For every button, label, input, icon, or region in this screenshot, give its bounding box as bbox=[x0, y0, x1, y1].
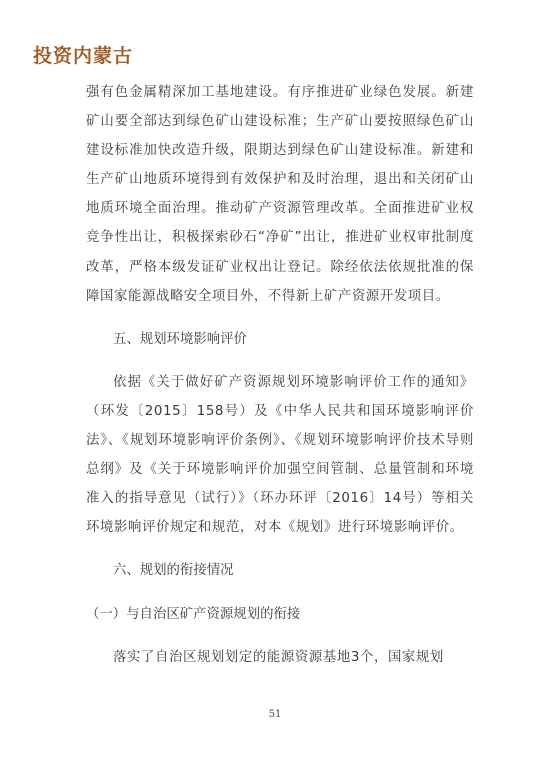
paragraph-regional-coordination: 落实了自治区规划划定的能源资源基地3个，国家规划 bbox=[113, 649, 444, 665]
document-body bbox=[86, 78, 474, 672]
paragraph-mining-development: 强有色金属精深加工基地建设。有序推进矿业绿色发展。新建矿山要全部达到绿色矿山建设标准；生产矿山要按照绿色矿山建设标准加快改造升级，限期达到绿色矿山建设标准。新建和生产矿山地质环境得到有效保护和及时治理，退出和关闭矿山地质环境全面治理。推动矿产资源管理改革。全面推进矿业权竞争性出让，积极探索砂石“净矿”出让，推进矿业权审批制度改革，严格本级发证矿业权出让登记。除经依法依规批准的保障国家能源战略安全项目外，不得新上矿产资源开发项目。 bbox=[86, 85, 474, 304]
paragraph-environmental-assessment: 依据《关于做好矿产资源规划环境影响评价工作的通知》（环发〔2015〕158号）及《中华人民共和国环境影响评价法》、《规划环境影响评价条例》、《规划环境影响评价技术导则总纲》及《关于环境影响评价加强空间管制、总量管制和环境准入的指导意见（试行）》（环办环评〔2016〕14号）等相关环境影响评价规定和规范，对本《规划》进行环境影响评价。 bbox=[86, 374, 474, 536]
subsection-heading-regional-coordination: （一）与自治区矿产资源规划的衔接 bbox=[86, 606, 301, 622]
section-heading-environmental-assessment: 五、规划环境影响评价 bbox=[113, 331, 247, 347]
section-heading-plan-coordination: 六、规划的衔接情况 bbox=[113, 563, 234, 579]
page-number: 51 bbox=[268, 709, 282, 720]
header-title: 投资内蒙古 bbox=[33, 45, 134, 67]
